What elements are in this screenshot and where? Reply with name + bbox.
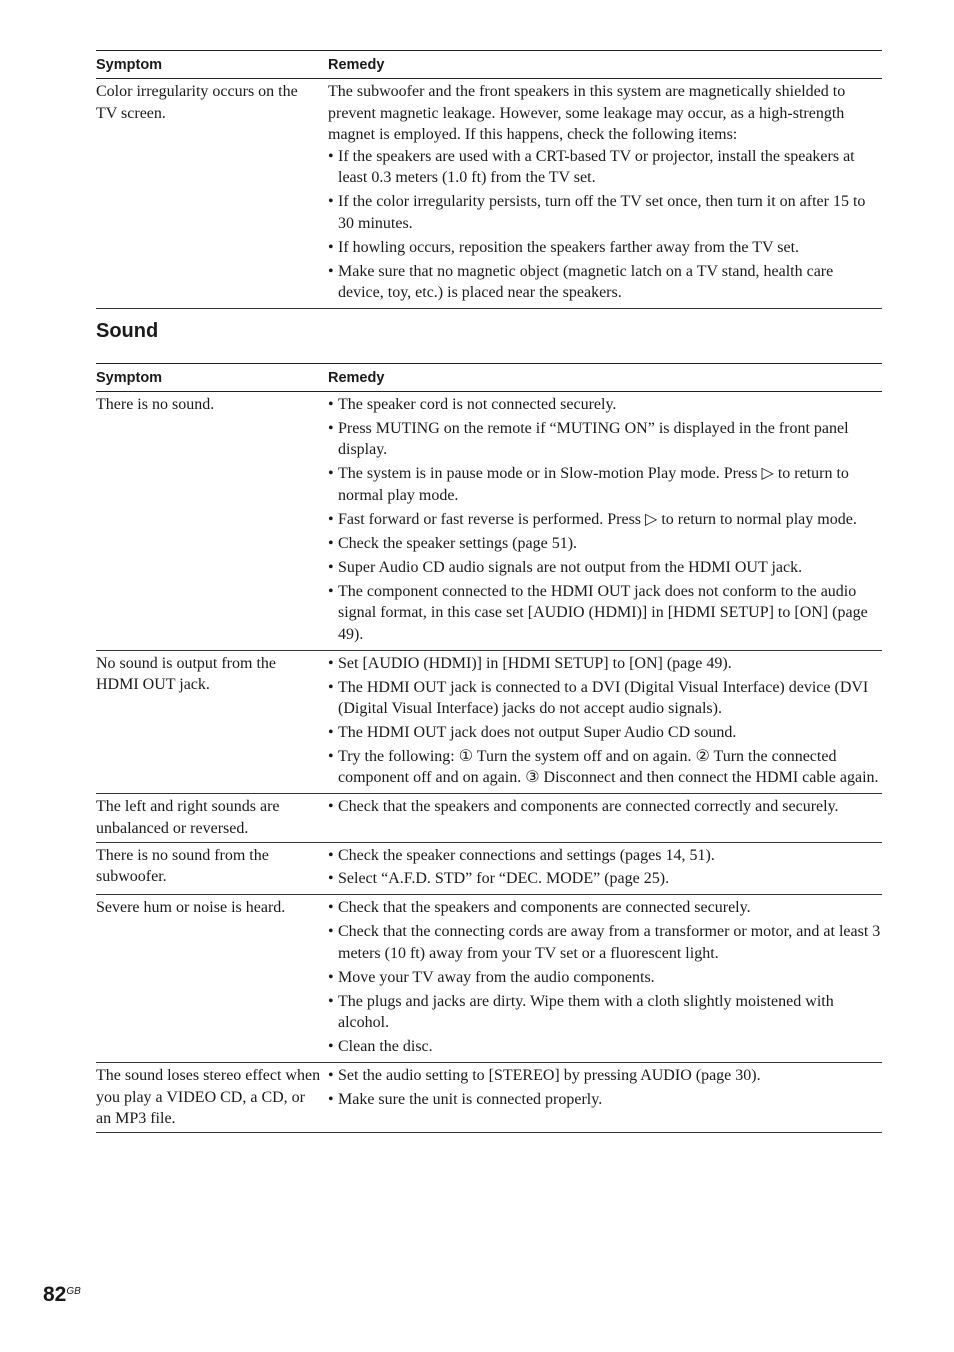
table-row (96, 843, 882, 896)
remedy-cell (328, 652, 882, 792)
remedy-item: • The HDMI OUT jack does not output Super Audio CD sound. (328, 722, 882, 744)
remedy-item: • Clean the disc. (328, 1036, 882, 1058)
remedy-cell (328, 896, 882, 1060)
remedy-column-header: Remedy (328, 369, 385, 386)
symptom-cell: The left and right sounds are unbalanced or reversed. (96, 798, 280, 837)
table-row (96, 79, 882, 309)
remedy-item: • The system is in pause mode or in Slow-motion Play mode. Press ▷ to return to normal play mode. (328, 463, 882, 506)
remedy-item: • Check the speaker connections and settings (pages 14, 51). (328, 845, 882, 867)
remedy-item: • Set [AUDIO (HDMI)] in [HDMI SETUP] to [ON] (page 49). (328, 653, 882, 675)
symptom-cell: There is no sound. (96, 396, 215, 413)
page-region-suffix: GB (66, 1286, 81, 1297)
table-row (96, 1063, 882, 1133)
remedy-item: • The component connected to the HDMI OUT jack does not conform to the audio signal format, in this case set [AUDIO (HDMI)] in [HDMI SETUP] to [ON] (page 49). (328, 581, 882, 646)
remedy-item: • Make sure the unit is connected properly. (328, 1089, 882, 1111)
remedy-cell (328, 1064, 882, 1130)
symptom-cell: No sound is output from the HDMI OUT jack. (96, 654, 276, 694)
remedy-item: • The speaker cord is not connected securely. (328, 394, 882, 416)
remedy-item: • The HDMI OUT jack is connected to a DVI (Digital Visual Interface) device (DVI (Digital Visual Interface) jacks do not accept audio signals). (328, 677, 882, 720)
symptom-cell: Color irregularity occurs on the TV screen. (96, 83, 298, 122)
page-number (43, 1283, 81, 1307)
symptom-cell: The sound loses stereo effect when you play a VIDEO CD, a CD, or an MP3 file. (96, 1066, 321, 1128)
remedy-item: • Make sure that no magnetic object (magnetic latch on a TV stand, health care device, toy, etc.) is placed near the speakers. (328, 261, 882, 304)
table-row (96, 794, 882, 842)
table-row (96, 392, 882, 651)
page-number-value: 82 (43, 1283, 67, 1306)
table-header (96, 50, 882, 79)
symptom-cell: There is no sound from the subwoofer. (96, 846, 269, 886)
section-heading: Sound (96, 320, 159, 342)
remedy-item: • Check that the connecting cords are away from a transformer or motor, and at least 3 meters (10 ft) away from your TV set or a fluorescent light. (328, 921, 882, 964)
remedy-item: • Move your TV away from the audio components. (328, 967, 882, 989)
remedy-item: • If the color irregularity persists, turn off the TV set once, then turn it on after 15 to 30 minutes. (328, 191, 882, 234)
remedy-cell (328, 844, 882, 893)
symptom-column-header: Symptom (96, 369, 163, 386)
table-header (96, 363, 882, 392)
remedy-item: • Check that the speakers and components are connected correctly and securely. (328, 796, 882, 818)
remedy-cell (328, 80, 882, 306)
remedy-cell (328, 393, 882, 648)
table-row (96, 651, 882, 795)
remedy-item: • If howling occurs, reposition the speakers farther away from the TV set. (328, 237, 882, 259)
remedy-item: • If the speakers are used with a CRT-based TV or projector, install the speakers at least 0.3 meters (1.0 ft) from the TV set. (328, 146, 882, 189)
remedy-item: • Select “A.F.D. STD” for “DEC. MODE” (page 25). (328, 868, 882, 890)
table-row (96, 895, 882, 1063)
remedy-item: • Press MUTING on the remote if “MUTING ON” is displayed in the front panel display. (328, 418, 882, 461)
remedy-intro: The subwoofer and the front speakers in this system are magnetically shielded to prevent magnetic leakage. However, some leakage may occur, as a high-strength magnet is employed. If this happens, check the following items: (328, 83, 846, 144)
remedy-item: • The plugs and jacks are dirty. Wipe them with a cloth slightly moistened with alcohol. (328, 991, 882, 1034)
remedy-cell (328, 795, 882, 839)
picture-troubleshooting-table (96, 50, 882, 309)
remedy-item: • Check that the speakers and components are connected securely. (328, 897, 882, 919)
remedy-item: • Try the following: ① Turn the system off and on again. ② Turn the connected component off and on again. ③ Disconnect and then connect the HDMI cable again. (328, 746, 882, 789)
sound-troubleshooting-table (96, 363, 882, 1133)
remedy-item: • Set the audio setting to [STEREO] by pressing AUDIO (page 30). (328, 1065, 882, 1087)
remedy-item: • Check the speaker settings (page 51). (328, 533, 882, 555)
symptom-column-header: Symptom (96, 56, 163, 73)
symptom-cell: Severe hum or noise is heard. (96, 899, 286, 917)
remedy-column-header: Remedy (328, 56, 385, 73)
remedy-item: • Fast forward or fast reverse is performed. Press ▷ to return to normal play mode. (328, 509, 882, 531)
remedy-item: • Super Audio CD audio signals are not output from the HDMI OUT jack. (328, 557, 882, 579)
